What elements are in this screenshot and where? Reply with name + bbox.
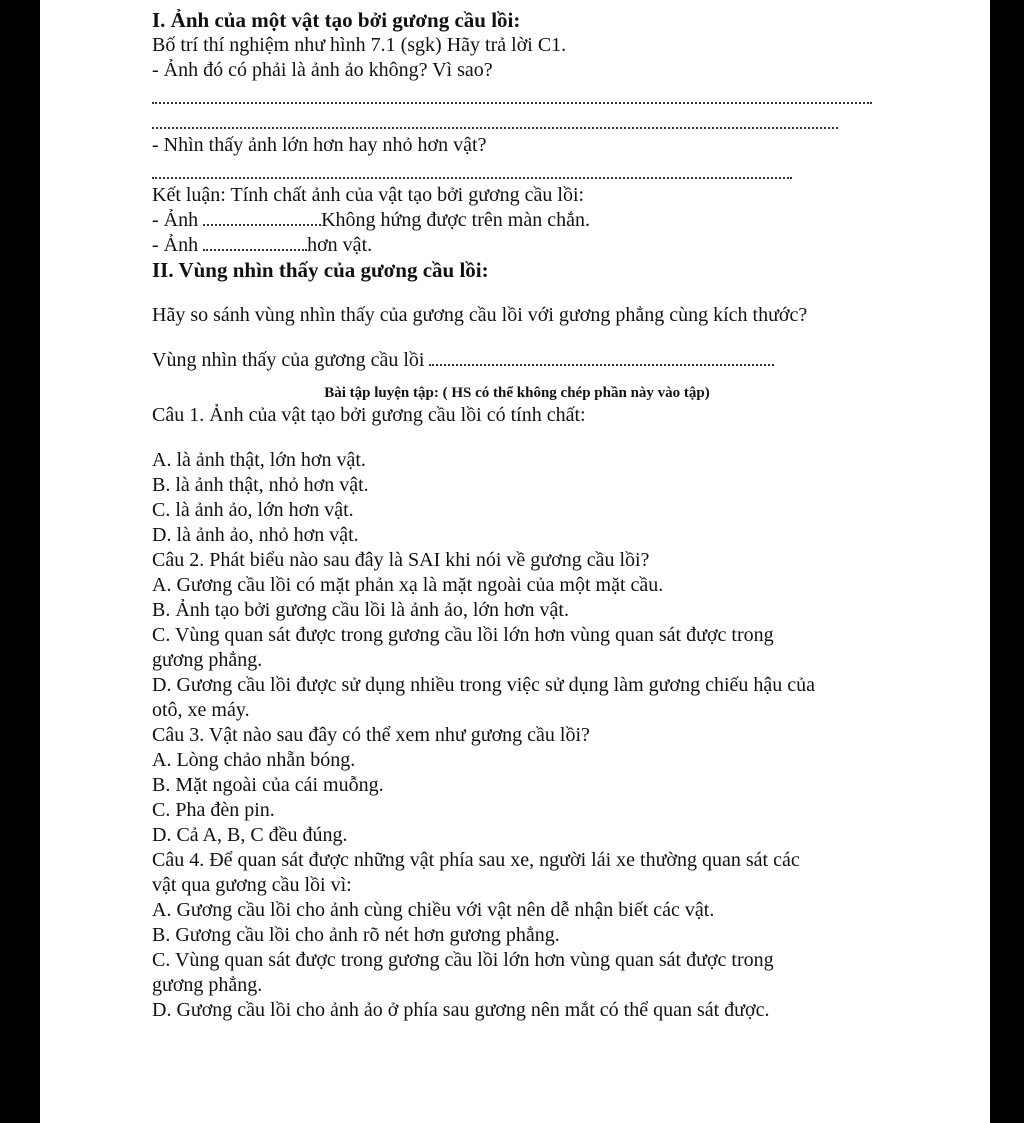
- answer-dotted-line: [152, 83, 932, 108]
- section1-conclusion: Kết luận: Tính chất ảnh của vật tạo bởi gương cầu lồi:: [152, 184, 585, 206]
- document-page: [40, 0, 990, 1123]
- conclusion-item-1: [152, 208, 932, 233]
- answer-option: A. là ảnh thật, lớn hơn vật.: [152, 449, 366, 471]
- answer-option: B. Mặt ngoài của cái muỗng.: [152, 774, 384, 796]
- conclusion-item-suffix: hơn vật.: [307, 234, 373, 256]
- answer-option: A. Gương cầu lồi cho ảnh cùng chiều với vật nên dễ nhận biết các vật.: [152, 899, 715, 921]
- fill-in-blank: [429, 348, 774, 366]
- section2-answer: [152, 348, 932, 373]
- conclusion-item-prefix: - Ảnh: [152, 209, 199, 231]
- section1-heading: I. Ảnh của một vật tạo bởi gương cầu lồi:: [152, 8, 521, 32]
- section2-answer-prefix: Vùng nhìn thấy của gương cầu lồi: [152, 349, 425, 371]
- section1-question-2: - Nhìn thấy ảnh lớn hơn hay nhỏ hơn vật?: [152, 134, 487, 156]
- worksheet-content: [152, 8, 932, 1023]
- answer-option-continuation: gương phẳng.: [152, 974, 263, 996]
- answer-option-continuation: otô, xe máy.: [152, 699, 250, 721]
- answer-dotted-line: [152, 158, 932, 183]
- question-line-continuation: vật qua gương cầu lồi vì:: [152, 874, 352, 896]
- exercises-heading: Bài tập luyện tập: ( HS có thể không chép phần này vào tập): [324, 385, 710, 401]
- conclusion-item-prefix: - Ảnh: [152, 234, 199, 256]
- answer-option: C. Vùng quan sát được trong gương cầu lồi lớn hơn vùng quan sát được trong: [152, 949, 774, 971]
- question-line: Câu 4. Để quan sát được những vật phía sau xe, người lái xe thường quan sát các: [152, 849, 800, 871]
- answer-option: A. Gương cầu lồi có mặt phản xạ là mặt ngoài của một mặt cầu.: [152, 574, 664, 596]
- answer-option: C. Vùng quan sát được trong gương cầu lồi lớn hơn vùng quan sát được trong: [152, 624, 774, 646]
- answer-option: B. Ảnh tạo bởi gương cầu lồi là ảnh ảo, lớn hơn vật.: [152, 599, 569, 621]
- answer-option: C. Pha đèn pin.: [152, 799, 275, 821]
- section1-question-1: - Ảnh đó có phải là ảnh ảo không? Vì sao?: [152, 59, 493, 81]
- answer-option: C. là ảnh ảo, lớn hơn vật.: [152, 499, 354, 521]
- question-line: Câu 1. Ảnh của vật tạo bởi gương cầu lồi có tính chất:: [152, 404, 586, 426]
- question-block: [152, 548, 932, 723]
- question-line: Câu 2. Phát biểu nào sau đây là SAI khi nói về gương cầu lồi?: [152, 549, 650, 571]
- answer-dotted-line: [152, 108, 932, 133]
- answer-option: B. là ảnh thật, nhỏ hơn vật.: [152, 474, 369, 496]
- fill-in-blank: [203, 233, 307, 251]
- conclusion-item-2: [152, 233, 932, 258]
- section2-heading: II. Vùng nhìn thấy của gương cầu lồi:: [152, 258, 489, 282]
- answer-option: A. Lòng chảo nhẵn bóng.: [152, 749, 356, 771]
- section2-question: Hãy so sánh vùng nhìn thấy của gương cầu lồi với gương phẳng cùng kích thước?: [152, 304, 808, 326]
- question-line: Câu 3. Vật nào sau đây có thể xem như gương cầu lồi?: [152, 724, 590, 746]
- question-block: [152, 403, 932, 548]
- answer-option: D. là ảnh ảo, nhỏ hơn vật.: [152, 524, 359, 546]
- question-block: [152, 848, 932, 1023]
- answer-option: D. Gương cầu lồi được sử dụng nhiều trong việc sử dụng làm gương chiếu hậu của: [152, 674, 816, 696]
- fill-in-blank: [203, 208, 321, 226]
- answer-option: D. Cả A, B, C đều đúng.: [152, 824, 348, 846]
- section1-instruction: Bố trí thí nghiệm như hình 7.1 (sgk) Hãy trả lời C1.: [152, 34, 567, 56]
- question-block: [152, 723, 932, 848]
- answer-option-continuation: gương phẳng.: [152, 649, 263, 671]
- answer-option: D. Gương cầu lồi cho ảnh ảo ở phía sau gương nên mắt có thể quan sát được.: [152, 999, 770, 1021]
- conclusion-item-suffix: Không hứng được trên màn chắn.: [321, 209, 590, 231]
- answer-option: B. Gương cầu lồi cho ảnh rõ nét hơn gương phẳng.: [152, 924, 560, 946]
